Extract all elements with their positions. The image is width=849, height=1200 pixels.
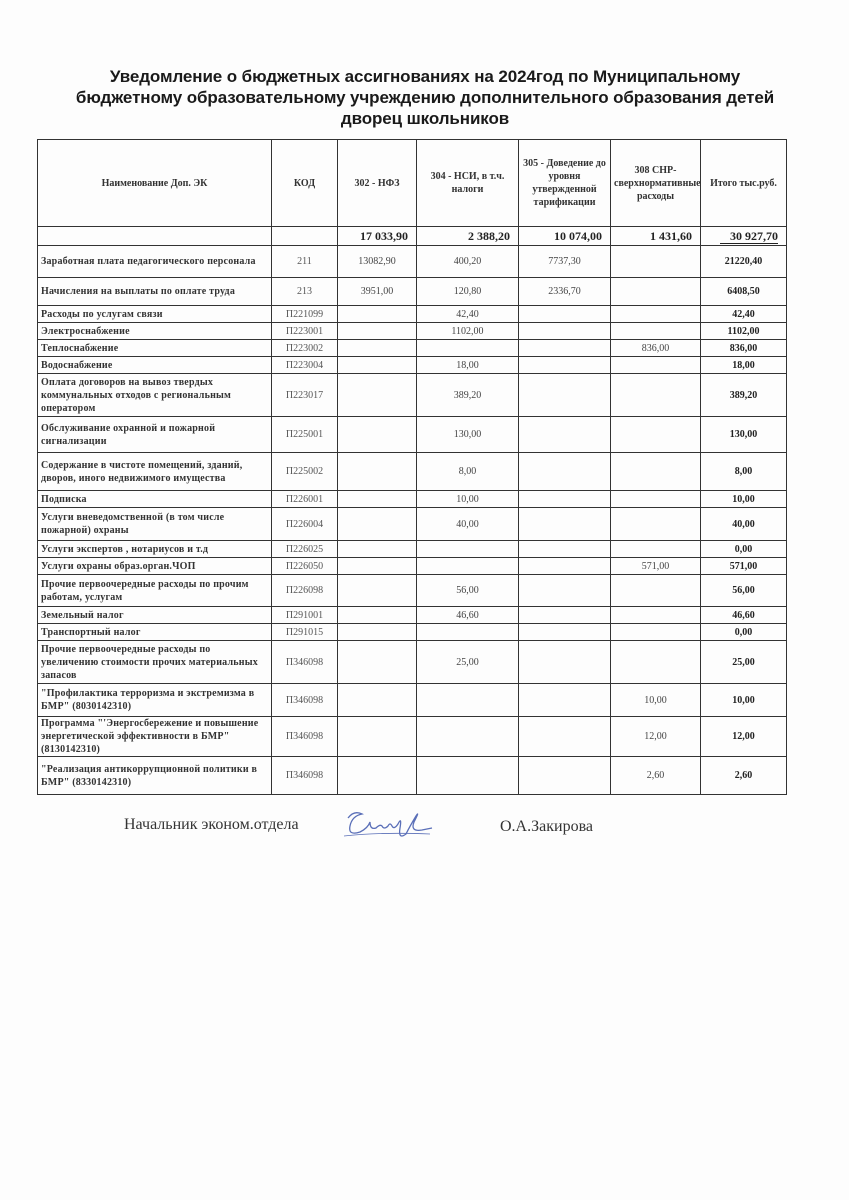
row-308: 12,00	[611, 717, 701, 757]
row-total: 389,20	[701, 374, 787, 417]
row-total: 18,00	[701, 357, 787, 374]
row-304	[417, 757, 519, 795]
row-305	[519, 323, 611, 340]
row-304	[417, 340, 519, 357]
grand-total-value: 30 927,70	[720, 229, 778, 244]
row-total: 10,00	[701, 684, 787, 717]
row-308	[611, 607, 701, 624]
totals-304: 2 388,20	[417, 227, 519, 246]
row-305	[519, 558, 611, 575]
row-code: 213	[272, 278, 338, 306]
row-code: П225002	[272, 453, 338, 491]
title-line-1: Уведомление о бюджетных ассигнованиях на 2024год по Муниципальному	[109, 67, 741, 86]
row-name: "Реализация антикоррупционной политики в БМР" (8330142310)	[38, 757, 272, 795]
row-302	[338, 541, 417, 558]
row-name: Прочие первоочередные расходы по прочим работам, услугам	[38, 575, 272, 607]
table-row	[38, 491, 787, 508]
row-total: 571,00	[701, 558, 787, 575]
row-305: 2336,70	[519, 278, 611, 306]
table-row	[38, 246, 787, 278]
row-308: 571,00	[611, 558, 701, 575]
row-code: П226001	[272, 491, 338, 508]
header-305: 305 - Доведение до уровня утвержденной тарификации	[519, 140, 611, 227]
row-305: 7737,30	[519, 246, 611, 278]
row-304	[417, 684, 519, 717]
row-302	[338, 453, 417, 491]
table-row	[38, 575, 787, 607]
row-name: "Профилактика терроризма и экстремизма в БМР" (8030142310)	[38, 684, 272, 717]
row-name: Заработная плата педагогического персонала	[38, 246, 272, 278]
row-304: 46,60	[417, 607, 519, 624]
row-name: Водоснабжение	[38, 357, 272, 374]
row-302	[338, 417, 417, 453]
row-302	[338, 491, 417, 508]
row-308	[611, 357, 701, 374]
row-308	[611, 278, 701, 306]
row-308	[611, 417, 701, 453]
row-code: П226004	[272, 508, 338, 541]
row-305	[519, 357, 611, 374]
row-308	[611, 641, 701, 684]
table-row	[38, 417, 787, 453]
table-row	[38, 757, 787, 795]
header-total: Итого тыс.руб.	[701, 140, 787, 227]
row-304: 1102,00	[417, 323, 519, 340]
row-code: П223004	[272, 357, 338, 374]
row-302	[338, 575, 417, 607]
row-304: 400,20	[417, 246, 519, 278]
row-name: Транспортный налог	[38, 624, 272, 641]
row-305	[519, 607, 611, 624]
row-305	[519, 508, 611, 541]
row-302	[338, 374, 417, 417]
row-total: 130,00	[701, 417, 787, 453]
row-code: П226050	[272, 558, 338, 575]
row-total: 6408,50	[701, 278, 787, 306]
table-row	[38, 607, 787, 624]
row-total: 40,00	[701, 508, 787, 541]
row-304: 40,00	[417, 508, 519, 541]
row-302	[338, 641, 417, 684]
row-305	[519, 374, 611, 417]
row-302	[338, 508, 417, 541]
row-code: П346098	[272, 684, 338, 717]
row-total: 1102,00	[701, 323, 787, 340]
budget-table	[37, 139, 787, 795]
row-302	[338, 757, 417, 795]
row-304: 56,00	[417, 575, 519, 607]
row-304: 389,20	[417, 374, 519, 417]
row-name: Электроснабжение	[38, 323, 272, 340]
row-305	[519, 417, 611, 453]
row-name: Оплата договоров на вывоз твердых коммунальных отходов с региональным оператором	[38, 374, 272, 417]
row-308	[611, 491, 701, 508]
row-total: 2,60	[701, 757, 787, 795]
row-302	[338, 717, 417, 757]
row-302	[338, 323, 417, 340]
row-name: Программа "'Энергосбережение и повышение энергетической эффективности в БМР" (8130142310)	[38, 717, 272, 757]
row-305	[519, 453, 611, 491]
table-row	[38, 357, 787, 374]
totals-row	[38, 227, 787, 246]
row-code: 211	[272, 246, 338, 278]
row-304: 120,80	[417, 278, 519, 306]
row-308	[611, 508, 701, 541]
row-total: 12,00	[701, 717, 787, 757]
row-308: 2,60	[611, 757, 701, 795]
row-305	[519, 306, 611, 323]
row-305	[519, 541, 611, 558]
table-row	[38, 558, 787, 575]
row-total: 10,00	[701, 491, 787, 508]
row-total: 836,00	[701, 340, 787, 357]
title-line-2: бюджетному образовательному учреждению дополнительного образования детей	[75, 88, 775, 107]
document-title	[40, 66, 810, 129]
row-name: Земельный налог	[38, 607, 272, 624]
row-304: 8,00	[417, 453, 519, 491]
row-304	[417, 558, 519, 575]
row-code: П223001	[272, 323, 338, 340]
row-308	[611, 323, 701, 340]
table-row	[38, 340, 787, 357]
row-total: 0,00	[701, 624, 787, 641]
row-302: 13082,90	[338, 246, 417, 278]
row-304: 18,00	[417, 357, 519, 374]
row-308: 836,00	[611, 340, 701, 357]
row-304	[417, 624, 519, 641]
row-code: П223017	[272, 374, 338, 417]
row-total: 25,00	[701, 641, 787, 684]
row-308	[611, 453, 701, 491]
table-row	[38, 624, 787, 641]
table-row	[38, 717, 787, 757]
row-305	[519, 491, 611, 508]
row-304: 130,00	[417, 417, 519, 453]
row-305	[519, 717, 611, 757]
header-304: 304 - НСИ, в т.ч. налоги	[417, 140, 519, 227]
row-total: 8,00	[701, 453, 787, 491]
header-302: 302 - НФЗ	[338, 140, 417, 227]
row-302: 3951,00	[338, 278, 417, 306]
row-302	[338, 558, 417, 575]
row-name: Обслуживание охранной и пожарной сигнализации	[38, 417, 272, 453]
header-code: КОД	[272, 140, 338, 227]
title-line-3: дворец школьников	[340, 109, 510, 128]
row-total: 42,40	[701, 306, 787, 323]
row-name: Услуги охраны образ.орган.ЧОП	[38, 558, 272, 575]
row-305	[519, 684, 611, 717]
row-302	[338, 684, 417, 717]
totals-grand	[701, 227, 787, 246]
row-code: П225001	[272, 417, 338, 453]
row-308	[611, 306, 701, 323]
header-name: Наименование Доп. ЭК	[38, 140, 272, 227]
row-308: 10,00	[611, 684, 701, 717]
row-total: 21220,40	[701, 246, 787, 278]
row-code: П346098	[272, 641, 338, 684]
table-row	[38, 541, 787, 558]
table-row	[38, 306, 787, 323]
table-row	[38, 641, 787, 684]
table-row	[38, 508, 787, 541]
signature-icon	[340, 806, 440, 846]
row-308	[611, 246, 701, 278]
row-total: 0,00	[701, 541, 787, 558]
totals-name	[38, 227, 272, 246]
row-305	[519, 340, 611, 357]
row-308	[611, 624, 701, 641]
table-row	[38, 278, 787, 306]
position-label: Начальник эконом.отдела	[124, 816, 299, 833]
row-total: 56,00	[701, 575, 787, 607]
row-name: Теплоснабжение	[38, 340, 272, 357]
row-code: П221099	[272, 306, 338, 323]
row-name: Услуги экспертов , нотариусов и т.д	[38, 541, 272, 558]
totals-308: 1 431,60	[611, 227, 701, 246]
row-304: 10,00	[417, 491, 519, 508]
row-302	[338, 624, 417, 641]
row-304	[417, 541, 519, 558]
row-code: П291015	[272, 624, 338, 641]
row-name: Содержание в чистоте помещений, зданий, дворов, иного недвижимого имущества	[38, 453, 272, 491]
row-305	[519, 641, 611, 684]
row-name: Прочие первоочередные расходы по увеличению стоимости прочих материальных запасов	[38, 641, 272, 684]
row-305	[519, 757, 611, 795]
row-304: 25,00	[417, 641, 519, 684]
totals-305: 10 074,00	[519, 227, 611, 246]
row-305	[519, 624, 611, 641]
row-code: П226025	[272, 541, 338, 558]
table-row	[38, 323, 787, 340]
header-308: 308 СНР-сверхнормативные расходы	[611, 140, 701, 227]
row-304	[417, 717, 519, 757]
row-name: Расходы по услугам связи	[38, 306, 272, 323]
signer-name: О.А.Закирова	[500, 818, 594, 835]
row-308	[611, 575, 701, 607]
row-name: Подписка	[38, 491, 272, 508]
row-code: П291001	[272, 607, 338, 624]
row-code: П223002	[272, 340, 338, 357]
table-row	[38, 374, 787, 417]
row-name: Начисления на выплаты по оплате труда	[38, 278, 272, 306]
row-302	[338, 357, 417, 374]
row-code: П346098	[272, 757, 338, 795]
totals-code	[272, 227, 338, 246]
row-302	[338, 607, 417, 624]
row-code: П226098	[272, 575, 338, 607]
row-304: 42,40	[417, 306, 519, 323]
row-308	[611, 541, 701, 558]
row-308	[611, 374, 701, 417]
header-row	[38, 140, 787, 227]
row-302	[338, 340, 417, 357]
row-305	[519, 575, 611, 607]
totals-302: 17 033,90	[338, 227, 417, 246]
row-name: Услуги вневедомственной (в том числе пожарной) охраны	[38, 508, 272, 541]
row-total: 46,60	[701, 607, 787, 624]
table-row	[38, 684, 787, 717]
table-row	[38, 453, 787, 491]
row-302	[338, 306, 417, 323]
row-code: П346098	[272, 717, 338, 757]
